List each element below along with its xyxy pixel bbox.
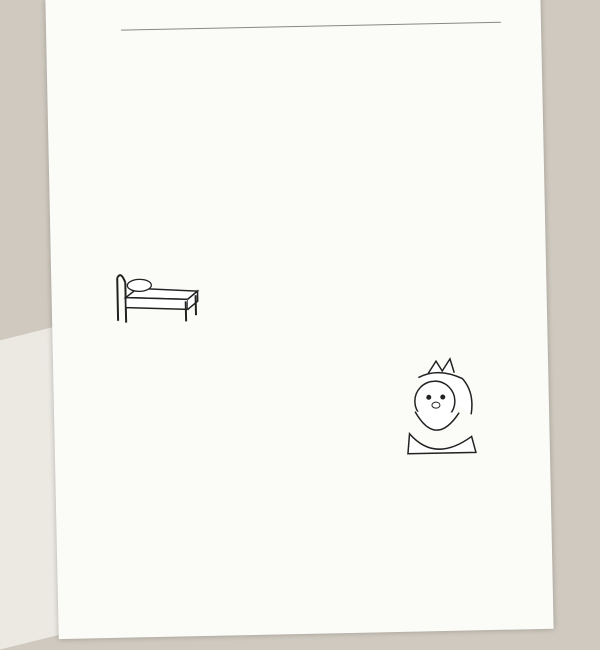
bed-illustration xyxy=(107,251,209,328)
king-illustration xyxy=(378,352,490,464)
worksheet xyxy=(45,0,553,639)
